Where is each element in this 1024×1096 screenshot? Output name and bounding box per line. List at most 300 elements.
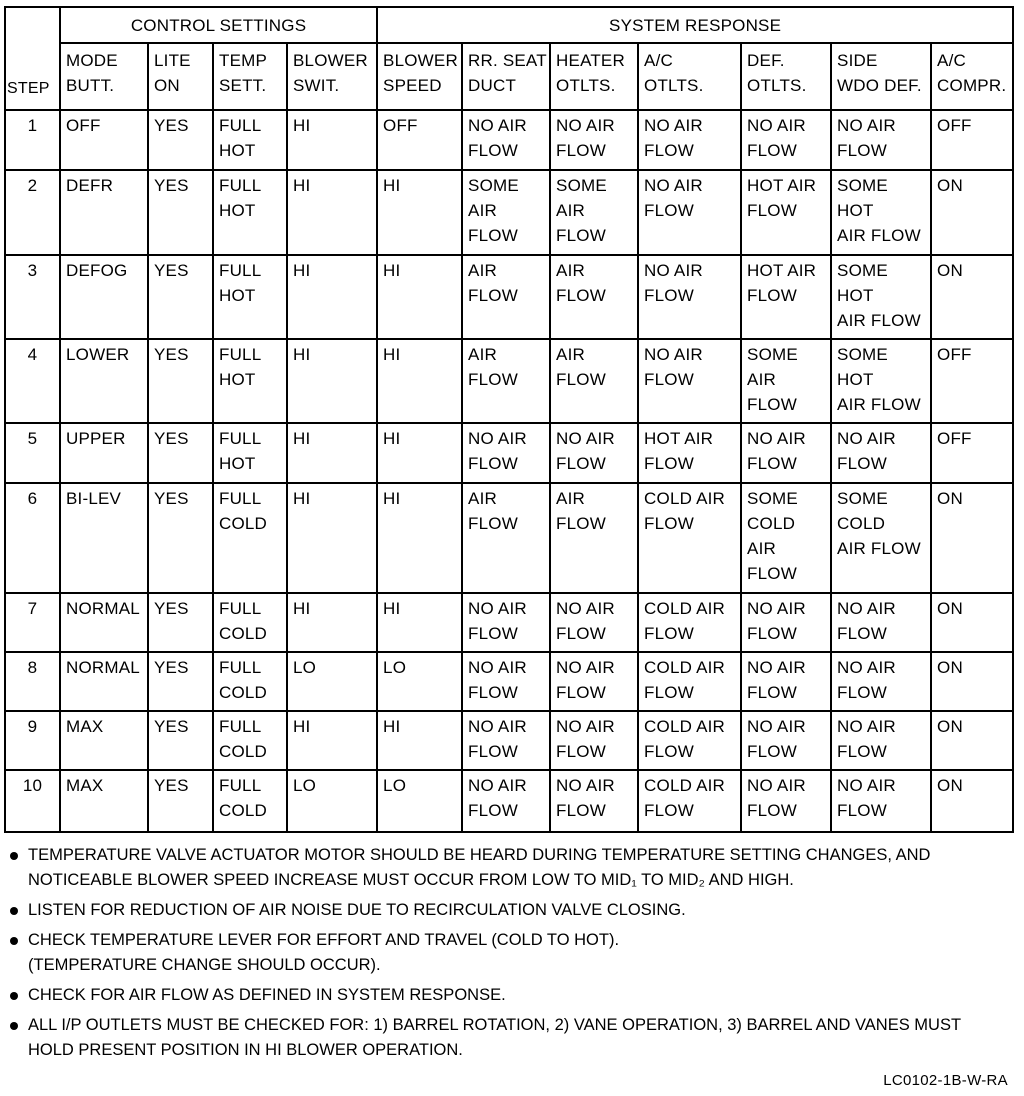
cell-text: HI — [383, 717, 401, 736]
cell-text: AIR — [468, 489, 497, 508]
cell-text: NO AIR — [556, 717, 615, 736]
cell-text: FLOW — [644, 514, 694, 533]
note-item — [8, 843, 1008, 893]
cell-text: SOME — [556, 176, 607, 195]
note-text: (TEMPERATURE CHANGE SHOULD OCCUR). — [28, 956, 381, 974]
system-response-header: SYSTEM RESPONSE — [377, 7, 1013, 43]
cell-text: FLOW — [468, 286, 518, 305]
table-cell — [550, 170, 638, 255]
table-cell — [60, 770, 148, 832]
cell-text: FULL — [219, 261, 262, 280]
column-header-line: A/C — [644, 51, 673, 70]
bullet-icon — [10, 1022, 18, 1030]
cell-text: NO AIR — [468, 658, 527, 677]
cell-text: NO AIR — [468, 717, 527, 736]
bullet-icon — [10, 907, 18, 915]
cell-text: LO — [293, 776, 317, 795]
table-cell — [148, 711, 213, 770]
table-cell — [462, 170, 550, 255]
cell-text: FLOW — [468, 370, 518, 389]
table-row — [5, 770, 1013, 832]
cell-text: ON — [937, 261, 963, 280]
table-cell — [831, 711, 931, 770]
cell-text: HI — [383, 489, 401, 508]
table-cell — [931, 110, 1013, 170]
note-text: CHECK TEMPERATURE LEVER FOR EFFORT AND TRAVEL (COLD TO HOT). — [28, 931, 620, 949]
cell-text: LO — [293, 658, 317, 677]
cell-text: FLOW — [837, 454, 887, 473]
cell-text: FLOW — [468, 683, 518, 702]
table-cell — [287, 423, 377, 483]
cell-text: FLOW — [556, 454, 606, 473]
table-cell — [741, 110, 831, 170]
cell-text: SOME — [837, 489, 888, 508]
table-row — [5, 339, 1013, 423]
step-number: 1 — [5, 110, 60, 170]
cell-text: AIR FLOW — [837, 226, 921, 245]
column-header-line: DUCT — [468, 76, 517, 95]
table-cell — [931, 170, 1013, 255]
table-cell — [60, 339, 148, 423]
table-cell — [931, 423, 1013, 483]
column-header-line: LITE — [154, 51, 191, 70]
table-cell — [462, 110, 550, 170]
cell-text: AIR — [556, 489, 585, 508]
cell-text: FLOW — [747, 395, 797, 414]
cell-text: NO AIR — [556, 776, 615, 795]
cell-text: NO AIR — [556, 658, 615, 677]
cell-text: NORMAL — [66, 658, 140, 677]
step-number: 8 — [5, 652, 60, 711]
column-header-line: MODE — [66, 51, 118, 70]
cell-text: LOWER — [66, 345, 130, 364]
cell-text: FLOW — [747, 801, 797, 820]
table-cell — [462, 711, 550, 770]
table-cell — [377, 110, 462, 170]
cell-text: NO AIR — [556, 599, 615, 618]
cell-text: YES — [154, 261, 189, 280]
cell-text: YES — [154, 345, 189, 364]
table-cell — [831, 170, 931, 255]
step-number: 5 — [5, 423, 60, 483]
cell-text: HOT AIR — [747, 176, 817, 195]
cell-text: YES — [154, 176, 189, 195]
column-header-line: BLOWER — [293, 51, 368, 70]
cell-text: NO AIR — [747, 116, 806, 135]
cell-text: FULL — [219, 429, 262, 448]
cell-text: UPPER — [66, 429, 126, 448]
cell-text: HOT — [219, 201, 256, 220]
step-number: 7 — [5, 593, 60, 652]
cell-text: FLOW — [837, 141, 887, 160]
cell-text: FLOW — [468, 226, 518, 245]
note-text: NOTICEABLE BLOWER SPEED INCREASE MUST OCCUR FROM LOW TO MID₁ TO MID₂ AND HIGH. — [28, 871, 794, 889]
bullet-icon — [10, 852, 18, 860]
system-check-table — [4, 6, 1014, 833]
cell-text: NO AIR — [837, 429, 896, 448]
cell-text: HOT — [837, 201, 874, 220]
table-cell — [831, 652, 931, 711]
table-cell — [60, 170, 148, 255]
table-cell — [377, 483, 462, 593]
cell-text: BI-LEV — [66, 489, 122, 508]
table-cell — [213, 110, 287, 170]
cell-text: COLD AIR — [644, 489, 726, 508]
cell-text: FLOW — [556, 624, 606, 643]
table-cell — [550, 652, 638, 711]
table-cell — [148, 255, 213, 339]
table-cell — [550, 711, 638, 770]
table-cell — [638, 593, 741, 652]
table-body — [5, 110, 1013, 832]
table-cell — [148, 423, 213, 483]
column-header-row — [5, 43, 1013, 110]
table-cell — [213, 423, 287, 483]
table-row — [5, 255, 1013, 339]
cell-text: LO — [383, 776, 407, 795]
column-header — [831, 43, 931, 110]
table-cell — [377, 255, 462, 339]
column-header-line: OTLTS. — [644, 76, 704, 95]
table-cell — [148, 593, 213, 652]
cell-text: SOME — [837, 176, 888, 195]
table-cell — [148, 652, 213, 711]
table-cell — [60, 652, 148, 711]
column-header — [638, 43, 741, 110]
table-cell — [213, 483, 287, 593]
table-cell — [638, 423, 741, 483]
cell-text: FLOW — [556, 742, 606, 761]
table-cell — [831, 339, 931, 423]
group-header-row — [5, 7, 1013, 43]
cell-text: FLOW — [837, 742, 887, 761]
table-cell — [148, 110, 213, 170]
cell-text: YES — [154, 717, 189, 736]
cell-text: NO AIR — [468, 776, 527, 795]
cell-text: NO AIR — [468, 429, 527, 448]
table-row — [5, 110, 1013, 170]
figure-code: LC0102-1B-W-RA — [883, 1072, 1008, 1089]
cell-text: AIR FLOW — [837, 539, 921, 558]
cell-text: YES — [154, 599, 189, 618]
table-cell — [287, 483, 377, 593]
table-cell — [287, 170, 377, 255]
cell-text: HI — [293, 176, 311, 195]
cell-text: FULL — [219, 176, 262, 195]
cell-text: NO AIR — [747, 658, 806, 677]
cell-text: AIR — [556, 261, 585, 280]
table-cell — [931, 339, 1013, 423]
cell-text: AIR — [556, 345, 585, 364]
table-cell — [287, 652, 377, 711]
table-cell — [638, 711, 741, 770]
note-item — [8, 983, 1008, 1008]
table-cell — [287, 711, 377, 770]
table-cell — [377, 770, 462, 832]
cell-text: FLOW — [747, 624, 797, 643]
cell-text: NO AIR — [747, 599, 806, 618]
table-cell — [550, 423, 638, 483]
column-header — [931, 43, 1013, 110]
table-cell — [462, 593, 550, 652]
table-cell — [741, 593, 831, 652]
cell-text: NO AIR — [556, 116, 615, 135]
cell-text: FULL — [219, 599, 262, 618]
cell-text: ON — [937, 599, 963, 618]
table-cell — [213, 652, 287, 711]
table-row — [5, 711, 1013, 770]
table-cell — [550, 255, 638, 339]
table-cell — [377, 593, 462, 652]
table-cell — [831, 423, 931, 483]
table-cell — [213, 170, 287, 255]
cell-text: COLD — [219, 683, 268, 702]
table-cell — [931, 255, 1013, 339]
cell-text: FLOW — [644, 742, 694, 761]
cell-text: FLOW — [644, 286, 694, 305]
column-header-line: BUTT. — [66, 76, 115, 95]
table-cell — [638, 483, 741, 593]
table-cell — [148, 339, 213, 423]
notes-list — [8, 843, 1008, 1068]
table-cell — [287, 593, 377, 652]
column-header-line: RR. SEAT — [468, 51, 547, 70]
column-header — [60, 43, 148, 110]
note-text: ALL I/P OUTLETS MUST BE CHECKED FOR: 1) BARREL ROTATION, 2) VANE OPERATION, 3) BARREL AND VANES MUST — [28, 1016, 962, 1034]
table-cell — [148, 170, 213, 255]
table-cell — [287, 770, 377, 832]
cell-text: FLOW — [837, 801, 887, 820]
table-cell — [60, 110, 148, 170]
column-header-line: TEMP — [219, 51, 268, 70]
cell-text: NO AIR — [837, 116, 896, 135]
cell-text: FLOW — [644, 141, 694, 160]
cell-text: FLOW — [556, 286, 606, 305]
column-header-line: OTLTS. — [556, 76, 616, 95]
note-text: TEMPERATURE VALVE ACTUATOR MOTOR SHOULD BE HEARD DURING TEMPERATURE SETTING CHANGES, AND — [28, 846, 931, 864]
cell-text: FULL — [219, 489, 262, 508]
note-item — [8, 898, 1008, 923]
step-number: 3 — [5, 255, 60, 339]
column-header — [550, 43, 638, 110]
cell-text: FLOW — [468, 454, 518, 473]
table-cell — [831, 770, 931, 832]
table-cell — [60, 423, 148, 483]
column-header-line: SIDE — [837, 51, 878, 70]
cell-text: FLOW — [747, 201, 797, 220]
table-cell — [741, 339, 831, 423]
cell-text: FULL — [219, 776, 262, 795]
table-cell — [638, 770, 741, 832]
table-cell — [60, 711, 148, 770]
table-cell — [831, 593, 931, 652]
table-cell — [831, 110, 931, 170]
bullet-icon — [10, 937, 18, 945]
table-cell — [831, 483, 931, 593]
cell-text: YES — [154, 658, 189, 677]
cell-text: FLOW — [556, 801, 606, 820]
cell-text: HI — [293, 599, 311, 618]
column-header — [213, 43, 287, 110]
cell-text: OFF — [937, 429, 972, 448]
table-cell — [377, 652, 462, 711]
cell-text: FLOW — [644, 454, 694, 473]
cell-text: FLOW — [837, 624, 887, 643]
cell-text: FLOW — [468, 141, 518, 160]
cell-text: MAX — [66, 717, 104, 736]
cell-text: COLD — [747, 514, 796, 533]
step-number: 4 — [5, 339, 60, 423]
cell-text: HOT AIR — [747, 261, 817, 280]
table-cell — [148, 483, 213, 593]
cell-text: HI — [293, 261, 311, 280]
cell-text: NO AIR — [837, 717, 896, 736]
table-cell — [287, 255, 377, 339]
cell-text: MAX — [66, 776, 104, 795]
cell-text: FLOW — [468, 624, 518, 643]
cell-text: HI — [293, 717, 311, 736]
table-cell — [931, 483, 1013, 593]
cell-text: YES — [154, 429, 189, 448]
cell-text: COLD — [219, 801, 268, 820]
cell-text: FLOW — [556, 683, 606, 702]
column-header-line: WDO DEF. — [837, 76, 922, 95]
cell-text: FULL — [219, 717, 262, 736]
cell-text: NO AIR — [837, 658, 896, 677]
column-header-line: ON — [154, 76, 180, 95]
cell-text: HI — [293, 429, 311, 448]
table-row — [5, 593, 1013, 652]
cell-text: HI — [383, 599, 401, 618]
cell-text: YES — [154, 489, 189, 508]
column-header — [462, 43, 550, 110]
table-cell — [741, 652, 831, 711]
table-cell — [213, 711, 287, 770]
cell-text: FLOW — [747, 286, 797, 305]
table-cell — [377, 339, 462, 423]
table-cell — [462, 339, 550, 423]
cell-text: HOT — [837, 370, 874, 389]
cell-text: NO AIR — [837, 599, 896, 618]
cell-text: FLOW — [644, 201, 694, 220]
cell-text: COLD — [219, 742, 268, 761]
cell-text: NO AIR — [468, 116, 527, 135]
table-cell — [638, 339, 741, 423]
control-settings-header: CONTROL SETTINGS — [60, 7, 377, 43]
cell-text: AIR — [747, 370, 776, 389]
table-cell — [638, 170, 741, 255]
cell-text: HI — [383, 261, 401, 280]
cell-text: AIR — [468, 261, 497, 280]
cell-text: NO AIR — [468, 599, 527, 618]
cell-text: FLOW — [837, 683, 887, 702]
table-cell — [287, 339, 377, 423]
cell-text: FULL — [219, 658, 262, 677]
cell-text: COLD AIR — [644, 776, 726, 795]
cell-text: HOT — [219, 370, 256, 389]
column-header — [287, 43, 377, 110]
cell-text: OFF — [66, 116, 101, 135]
table-cell — [462, 483, 550, 593]
cell-text: NO AIR — [747, 776, 806, 795]
step-number: 9 — [5, 711, 60, 770]
cell-text: HI — [383, 429, 401, 448]
cell-text: FLOW — [468, 514, 518, 533]
table-cell — [462, 255, 550, 339]
cell-text: COLD AIR — [644, 717, 726, 736]
cell-text: FLOW — [644, 801, 694, 820]
cell-text: COLD — [219, 624, 268, 643]
cell-text: NO AIR — [644, 176, 703, 195]
cell-text: OFF — [937, 345, 972, 364]
cell-text: AIR — [556, 201, 585, 220]
column-header-line: SWIT. — [293, 76, 340, 95]
table-cell — [741, 255, 831, 339]
cell-text: COLD — [837, 514, 886, 533]
note-text: HOLD PRESENT POSITION IN HI BLOWER OPERATION. — [28, 1041, 463, 1059]
table-cell — [377, 423, 462, 483]
cell-text: FLOW — [556, 370, 606, 389]
cell-text: NO AIR — [747, 429, 806, 448]
cell-text: FLOW — [644, 370, 694, 389]
table-cell — [638, 255, 741, 339]
cell-text: COLD AIR — [644, 599, 726, 618]
column-header-line: A/C — [937, 51, 966, 70]
cell-text: YES — [154, 776, 189, 795]
table-cell — [462, 652, 550, 711]
table-cell — [462, 423, 550, 483]
table-cell — [550, 593, 638, 652]
column-header-line: COMPR. — [937, 76, 1007, 95]
cell-text: FULL — [219, 345, 262, 364]
column-header — [377, 43, 462, 110]
cell-text: FLOW — [747, 454, 797, 473]
cell-text: FLOW — [747, 141, 797, 160]
cell-text: FLOW — [644, 683, 694, 702]
cell-text: DEFR — [66, 176, 114, 195]
cell-text: FLOW — [556, 514, 606, 533]
bullet-icon — [10, 992, 18, 1000]
table-cell — [638, 110, 741, 170]
cell-text: NO AIR — [837, 776, 896, 795]
cell-text: DEFOG — [66, 261, 128, 280]
cell-text: NO AIR — [747, 717, 806, 736]
table-cell — [148, 770, 213, 832]
cell-text: COLD — [219, 514, 268, 533]
step-number: 10 — [5, 770, 60, 832]
cell-text: COLD AIR — [644, 658, 726, 677]
cell-text: HI — [293, 489, 311, 508]
cell-text: OFF — [937, 116, 972, 135]
cell-text: HOT — [219, 454, 256, 473]
column-header — [741, 43, 831, 110]
cell-text: AIR — [747, 539, 776, 558]
cell-text: HOT — [219, 286, 256, 305]
cell-text: AIR FLOW — [837, 395, 921, 414]
cell-text: SOME — [837, 261, 888, 280]
cell-text: FLOW — [468, 742, 518, 761]
note-item — [8, 1013, 1008, 1063]
cell-text: HI — [383, 345, 401, 364]
step-number: 6 — [5, 483, 60, 593]
table-cell — [550, 110, 638, 170]
column-header-line: HEATER — [556, 51, 625, 70]
column-header — [148, 43, 213, 110]
cell-text: NO AIR — [644, 116, 703, 135]
note-item — [8, 928, 1008, 978]
cell-text: FLOW — [747, 742, 797, 761]
cell-text: LO — [383, 658, 407, 677]
